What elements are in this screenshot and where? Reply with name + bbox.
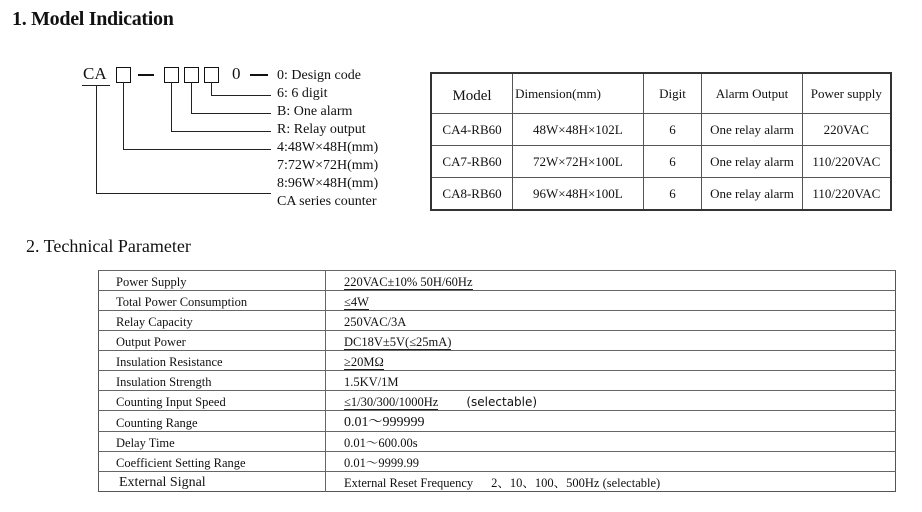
- param-name: Delay Time: [99, 432, 326, 452]
- code-suffix: 0: [232, 64, 241, 83]
- parameter-table: [98, 270, 896, 492]
- param-row-insulation-resistance: [99, 351, 896, 371]
- param-note: 2、10、100、500Hz (selectable): [491, 476, 661, 490]
- param-row-delay-time: [99, 432, 896, 452]
- param-row-external-signal: [99, 472, 896, 492]
- section-title-model-indication: 1. Model Indication: [12, 8, 174, 30]
- connector-size-h: [123, 149, 271, 150]
- cell-power-supply: 110/220VAC: [802, 146, 891, 178]
- param-value: 220VAC±10% 50H/60Hz: [344, 275, 473, 289]
- param-value: DC18V±5V(≤25mA): [344, 335, 452, 349]
- model-table-header: [431, 73, 891, 114]
- connector-series-v: [96, 86, 97, 194]
- param-name: Total Power Consumption: [99, 291, 326, 311]
- connector-size-v: [123, 82, 124, 150]
- param-name: Insulation Strength: [99, 371, 326, 391]
- cell-dimension: 48W×48H×102L: [513, 114, 644, 146]
- cell-model: CA4-RB60: [431, 114, 513, 146]
- cell-power-supply: 220VAC: [802, 114, 891, 146]
- param-note: (selectable): [466, 395, 538, 409]
- model-table: [430, 72, 892, 211]
- desc-size-7: 7:72W×72H(mm): [277, 158, 379, 173]
- param-row-counting-range: [99, 411, 896, 432]
- code-box-size: [116, 67, 131, 83]
- desc-size-4: 4:48W×48H(mm): [277, 140, 379, 155]
- col-header-digit: Digit: [643, 73, 702, 114]
- param-name: Power Supply: [99, 271, 326, 291]
- col-header-power-supply: Power supply: [802, 73, 891, 114]
- col-header-dimension: Dimension(mm): [513, 73, 644, 114]
- param-value: ≥20MΩ: [344, 355, 384, 369]
- param-row-counting-input-speed: [99, 391, 896, 411]
- col-header-model: Model: [431, 73, 513, 114]
- section-title-technical-parameter: 2. Technical Parameter: [26, 236, 191, 256]
- cell-dimension: 72W×72H×100L: [513, 146, 644, 178]
- connector-output-v: [171, 82, 172, 132]
- param-value: 1.5KV/1M: [344, 375, 399, 389]
- desc-design-code: 0: Design code: [277, 68, 361, 83]
- param-value: 0.01～999999: [344, 415, 425, 430]
- param-row-insulation-strength: [99, 371, 896, 391]
- cell-alarm-output: One relay alarm: [702, 146, 802, 178]
- code-dash-1: [138, 74, 154, 76]
- code-box-digit: [204, 67, 219, 83]
- code-dash-2: [250, 74, 268, 76]
- code-prefix: CA: [83, 64, 107, 83]
- param-row-power-consumption: [99, 291, 896, 311]
- code-box-alarm: [184, 67, 199, 83]
- param-name: Counting Range: [99, 411, 326, 432]
- desc-alarm: B: One alarm: [277, 104, 353, 119]
- param-name: Coefficient Setting Range: [99, 452, 326, 472]
- model-code-diagram: [80, 62, 410, 212]
- param-row-output-power: [99, 331, 896, 351]
- connector-alarm-v: [191, 82, 192, 114]
- param-name: External Signal: [119, 475, 206, 490]
- cell-alarm-output: One relay alarm: [702, 178, 802, 211]
- cell-digit: 6: [643, 146, 702, 178]
- connector-alarm-h: [191, 113, 271, 114]
- cell-model: CA7-RB60: [431, 146, 513, 178]
- code-box-output: [164, 67, 179, 83]
- cell-alarm-output: One relay alarm: [702, 114, 802, 146]
- desc-output: R: Relay output: [277, 122, 366, 137]
- param-value: 0.01～600.00s: [344, 436, 418, 450]
- table-row: [431, 146, 891, 178]
- connector-digit-v: [211, 82, 212, 96]
- param-name: Output Power: [99, 331, 326, 351]
- desc-digit: 6: 6 digit: [277, 86, 328, 101]
- connector-digit-h: [211, 95, 271, 96]
- table-row: [431, 178, 891, 211]
- cell-model: CA8-RB60: [431, 178, 513, 211]
- param-value: External Reset Frequency: [344, 476, 474, 490]
- param-name: Counting Input Speed: [99, 391, 326, 411]
- param-value: 250VAC/3A: [344, 315, 407, 329]
- cell-dimension: 96W×48H×100L: [513, 178, 644, 211]
- desc-series: CA series counter: [277, 194, 377, 209]
- param-name: Relay Capacity: [99, 311, 326, 331]
- param-value: 0.01～9999.99: [344, 456, 420, 470]
- param-value: ≤1/30/300/1000Hz: [344, 395, 439, 409]
- param-row-relay-capacity: [99, 311, 896, 331]
- cell-digit: 6: [643, 114, 702, 146]
- param-row-power-supply: [99, 271, 896, 291]
- cell-digit: 6: [643, 178, 702, 211]
- param-row-coefficient-range: [99, 452, 896, 472]
- col-header-alarm-output: Alarm Output: [702, 73, 802, 114]
- param-name: Insulation Resistance: [99, 351, 326, 371]
- connector-output-h: [171, 131, 271, 132]
- param-value: ≤4W: [344, 295, 369, 309]
- connector-series-h: [96, 193, 271, 194]
- table-row: [431, 114, 891, 146]
- desc-size-8: 8:96W×48H(mm): [277, 176, 379, 191]
- cell-power-supply: 110/220VAC: [802, 178, 891, 211]
